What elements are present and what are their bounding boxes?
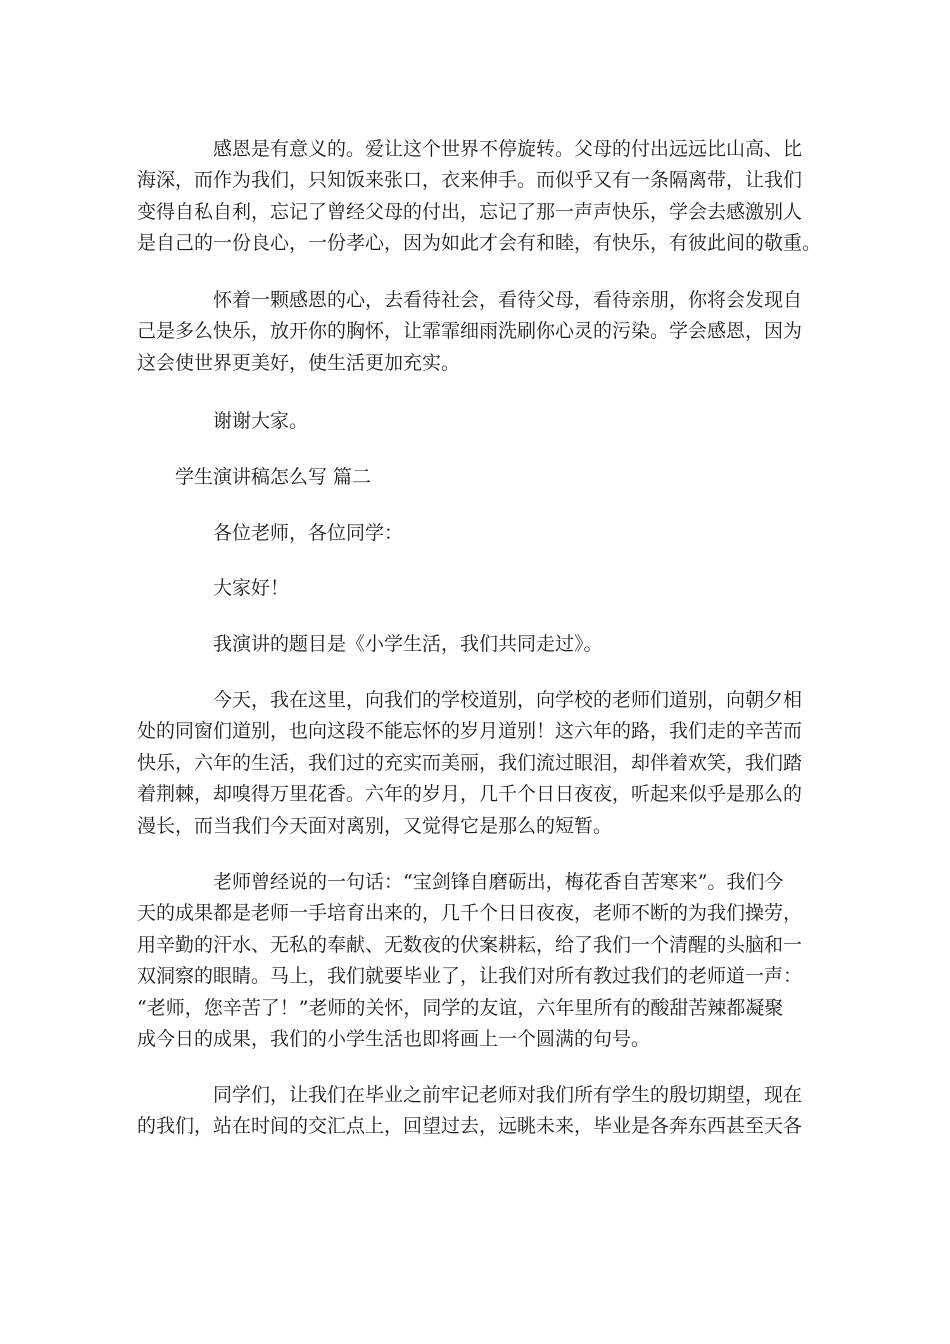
paragraph-line: 快乐，六年的生活，我们过的充实而美丽，我们流过眼泪，却伴着欢笑，我们踏 (137, 751, 803, 774)
section-heading: 学生演讲稿怎么写 篇二 (175, 466, 372, 488)
paragraph-line: 各位老师，各位同学： (213, 522, 404, 544)
paragraph-farewell (137, 685, 827, 842)
paragraph-line: 双洞察的眼睛。马上，我们就要毕业了，让我们对所有教过我们的老师道一声： (137, 965, 803, 988)
paragraph-line: 老师曾经说的一句话：“宝剑锋自磨砺出，梅花香自苦寒来”。我们今 (213, 871, 784, 893)
paragraph-line: 怀着一颗感恩的心，去看待社会，看待父母，看待亲朋，你将会发现自 (213, 289, 803, 311)
paragraph-line: 着荆棘，却嗅得万里花香。六年的岁月，几千个日日夜夜，听起来似乎是那么的 (137, 783, 803, 806)
paragraph-classmates (137, 1080, 827, 1143)
paragraph-thanks (137, 406, 827, 437)
paragraph-line: 今天，我在这里，向我们的学校道别，向学校的老师们道别，向朝夕相 (213, 689, 803, 711)
paragraph-line: 漫长，而当我们今天面对离别，又觉得它是那么的短暂。 (137, 814, 613, 837)
paragraph-line: 是自己的一份良心，一份孝心，因为如此才会有和睦，有快乐，有彼此间的敬重。 (137, 232, 822, 255)
paragraph-line: 大家好！ (213, 577, 290, 599)
paragraph-hello (137, 573, 827, 604)
paragraph-line: 感恩是有意义的。爱让这个世界不停旋转。父母的付出远远比山高、比 (213, 138, 803, 160)
paragraph-line: 这会使世界更美好，使生活更加充实。 (137, 351, 461, 374)
paragraph-line: 处的同窗们道别，也向这段不能忘怀的岁月道别！这六年的路，我们走的辛苦而 (137, 720, 803, 743)
paragraph-greeting (137, 518, 827, 549)
paragraph-line: “老师，您辛苦了！”老师的关怀，同学的友谊，六年里所有的酸甜苦辣都凝聚 (137, 996, 784, 1019)
paragraph-line: 变得自私自利，忘记了曾经父母的付出，忘记了那一声声快乐，学会去感激别人 (137, 200, 803, 223)
paragraph-line: 用辛勤的汗水、无私的奉献、无数夜的伏案耕耘，给了我们一个清醒的头脑和一 (137, 933, 803, 956)
paragraph-gratitude (137, 134, 827, 260)
paragraph-line: 同学们，让我们在毕业之前牢记老师对我们所有学生的殷切期望，现在 (213, 1084, 803, 1106)
paragraph-line: 天的成果都是老师一手培育出来的，几千个日日夜夜，老师不断的为我们操劳， (137, 902, 803, 925)
paragraph-line: 谢谢大家。 (213, 410, 309, 432)
paragraph-grateful-heart (137, 285, 827, 379)
paragraph-line: 我演讲的题目是《小学生活，我们共同走过》。 (213, 633, 603, 655)
paragraph-teachers (137, 867, 827, 1055)
paragraph-topic (137, 629, 827, 660)
paragraph-line: 海深，而作为我们，只知饭来张口，衣来伸手。而似乎又有一条隔离带，让我们 (137, 169, 803, 192)
paragraph-line: 的我们，站在时间的交汇点上，回望过去，远眺未来，毕业是各奔东西甚至天各 (137, 1115, 803, 1138)
paragraph-line: 己是多么快乐，放开你的胸怀，让霏霏细雨洗刷你心灵的污染。学会感恩，因为 (137, 320, 803, 343)
paragraph-line: 成今日的成果，我们的小学生活也即将画上一个圆满的句号。 (137, 1027, 651, 1050)
